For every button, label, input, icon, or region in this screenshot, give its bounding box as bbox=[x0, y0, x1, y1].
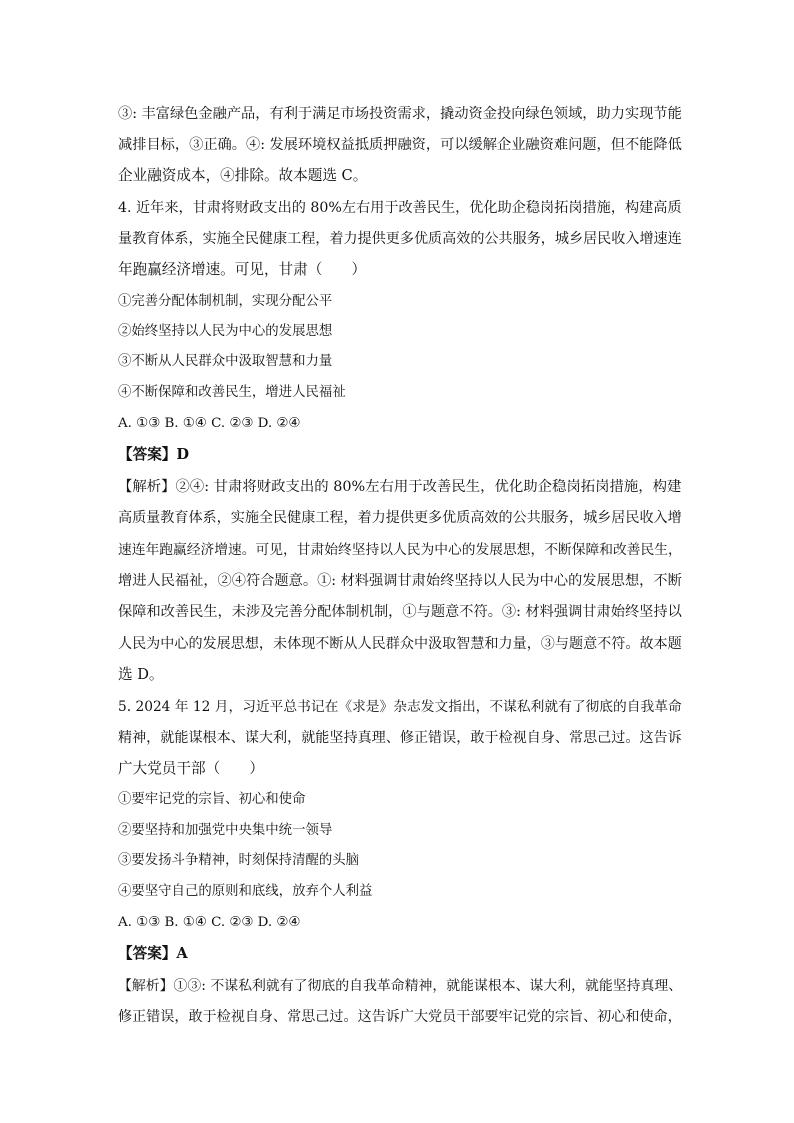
answer-label: 【答案】D bbox=[118, 446, 190, 463]
question-4-stem: 4. 近年来，甘肃将财政支出的 80%左右用于改善民生，优化助企稳岗拓岗措施，构建高质 bbox=[118, 200, 682, 216]
option-item: ②要坚持和加强党中央集中统一领导 bbox=[118, 823, 333, 838]
analysis-text: 【解析】②④: 甘肃将财政支出的 80%左右用于改善民生，优化助企稳岗拓岗措施，构建 bbox=[118, 479, 682, 495]
text-line: 人民为中心的发展思想，未体现不断从人民群众中汲取智慧和力量，③与题意不符。故本题 bbox=[118, 636, 682, 652]
answer-choices: A. ①③ B. ①④ C. ②③ D. ②④ bbox=[118, 416, 301, 431]
option-item: ④不断保障和改善民生，增进人民福祉 bbox=[118, 385, 346, 400]
text-line: 修正错误，敢于检视自身、常思己过。这告诉广大党员干部要牢记党的宗旨、初心和使命， bbox=[118, 1009, 682, 1025]
text-line: 企业融资成本，④排除。故本题选 C。 bbox=[118, 167, 368, 184]
text-line: 保障和改善民生，未涉及完善分配体制机制，①与题意不符。③: 材料强调甘肃始终坚持以 bbox=[118, 604, 682, 620]
text-line: 量教育体系，实施全民健康工程，着力提供更多优质高效的公共服务，城乡居民收入增速连 bbox=[118, 231, 682, 247]
option-item: ①要牢记党的宗旨、初心和使命 bbox=[118, 792, 306, 807]
answer-label: 【答案】A bbox=[118, 945, 188, 962]
text-line: 精神，就能谋根本、谋大利，就能坚持真理、修正错误，敢于检视自身、常思己过。这告诉 bbox=[118, 730, 682, 746]
text-line: ③: 丰富绿色金融产品，有利于满足市场投资需求，撬动资金投向绿色领域，助力实现节能 bbox=[118, 106, 682, 122]
analysis-text: 【解析】①③: 不谋私利就有了彻底的自我革命精神，就能谋根本、谋大利，就能坚持真理、 bbox=[118, 978, 683, 994]
text-line: 速连年跑赢经济增速。可见，甘肃始终坚持以人民为中心的发展思想，不断保障和改善民生， bbox=[118, 542, 682, 558]
text-line: 高质量教育体系，实施全民健康工程，着力提供更多优质高效的公共服务，城乡居民收入增 bbox=[118, 510, 682, 526]
option-item: ④要坚守自己的原则和底线，放弃个人利益 bbox=[118, 884, 373, 899]
text-line: 广大党员干部（ ） bbox=[118, 760, 264, 777]
option-item: ③不断从人民群众中汲取智慧和力量 bbox=[118, 354, 333, 369]
text-line: 年跑赢经济增速。可见，甘肃（ ） bbox=[118, 261, 367, 278]
option-item: ③要发扬斗争精神，时刻保持清醒的头脑 bbox=[118, 853, 360, 868]
answer-choices: A. ①③ B. ①④ C. ②③ D. ②④ bbox=[118, 915, 301, 930]
question-5-stem: 5. 2024 年 12 月，习近平总书记在《求是》杂志发文指出，不谋私利就有了彻底的自我革命 bbox=[118, 699, 682, 715]
text-line: 减排目标，③正确。④: 发展环境权益抵质押融资，可以缓解企业融资难问题，但不能降低 bbox=[118, 137, 682, 153]
text-line: 选 D。 bbox=[118, 666, 164, 683]
text-line: 增进人民福祉，②④符合题意。①: 材料强调甘肃始终坚持以人民为中心的发展思想，不断 bbox=[118, 573, 682, 589]
option-item: ①完善分配体制机制，实现分配公平 bbox=[118, 294, 333, 309]
option-item: ②始终坚持以人民为中心的发展思想 bbox=[118, 324, 333, 339]
